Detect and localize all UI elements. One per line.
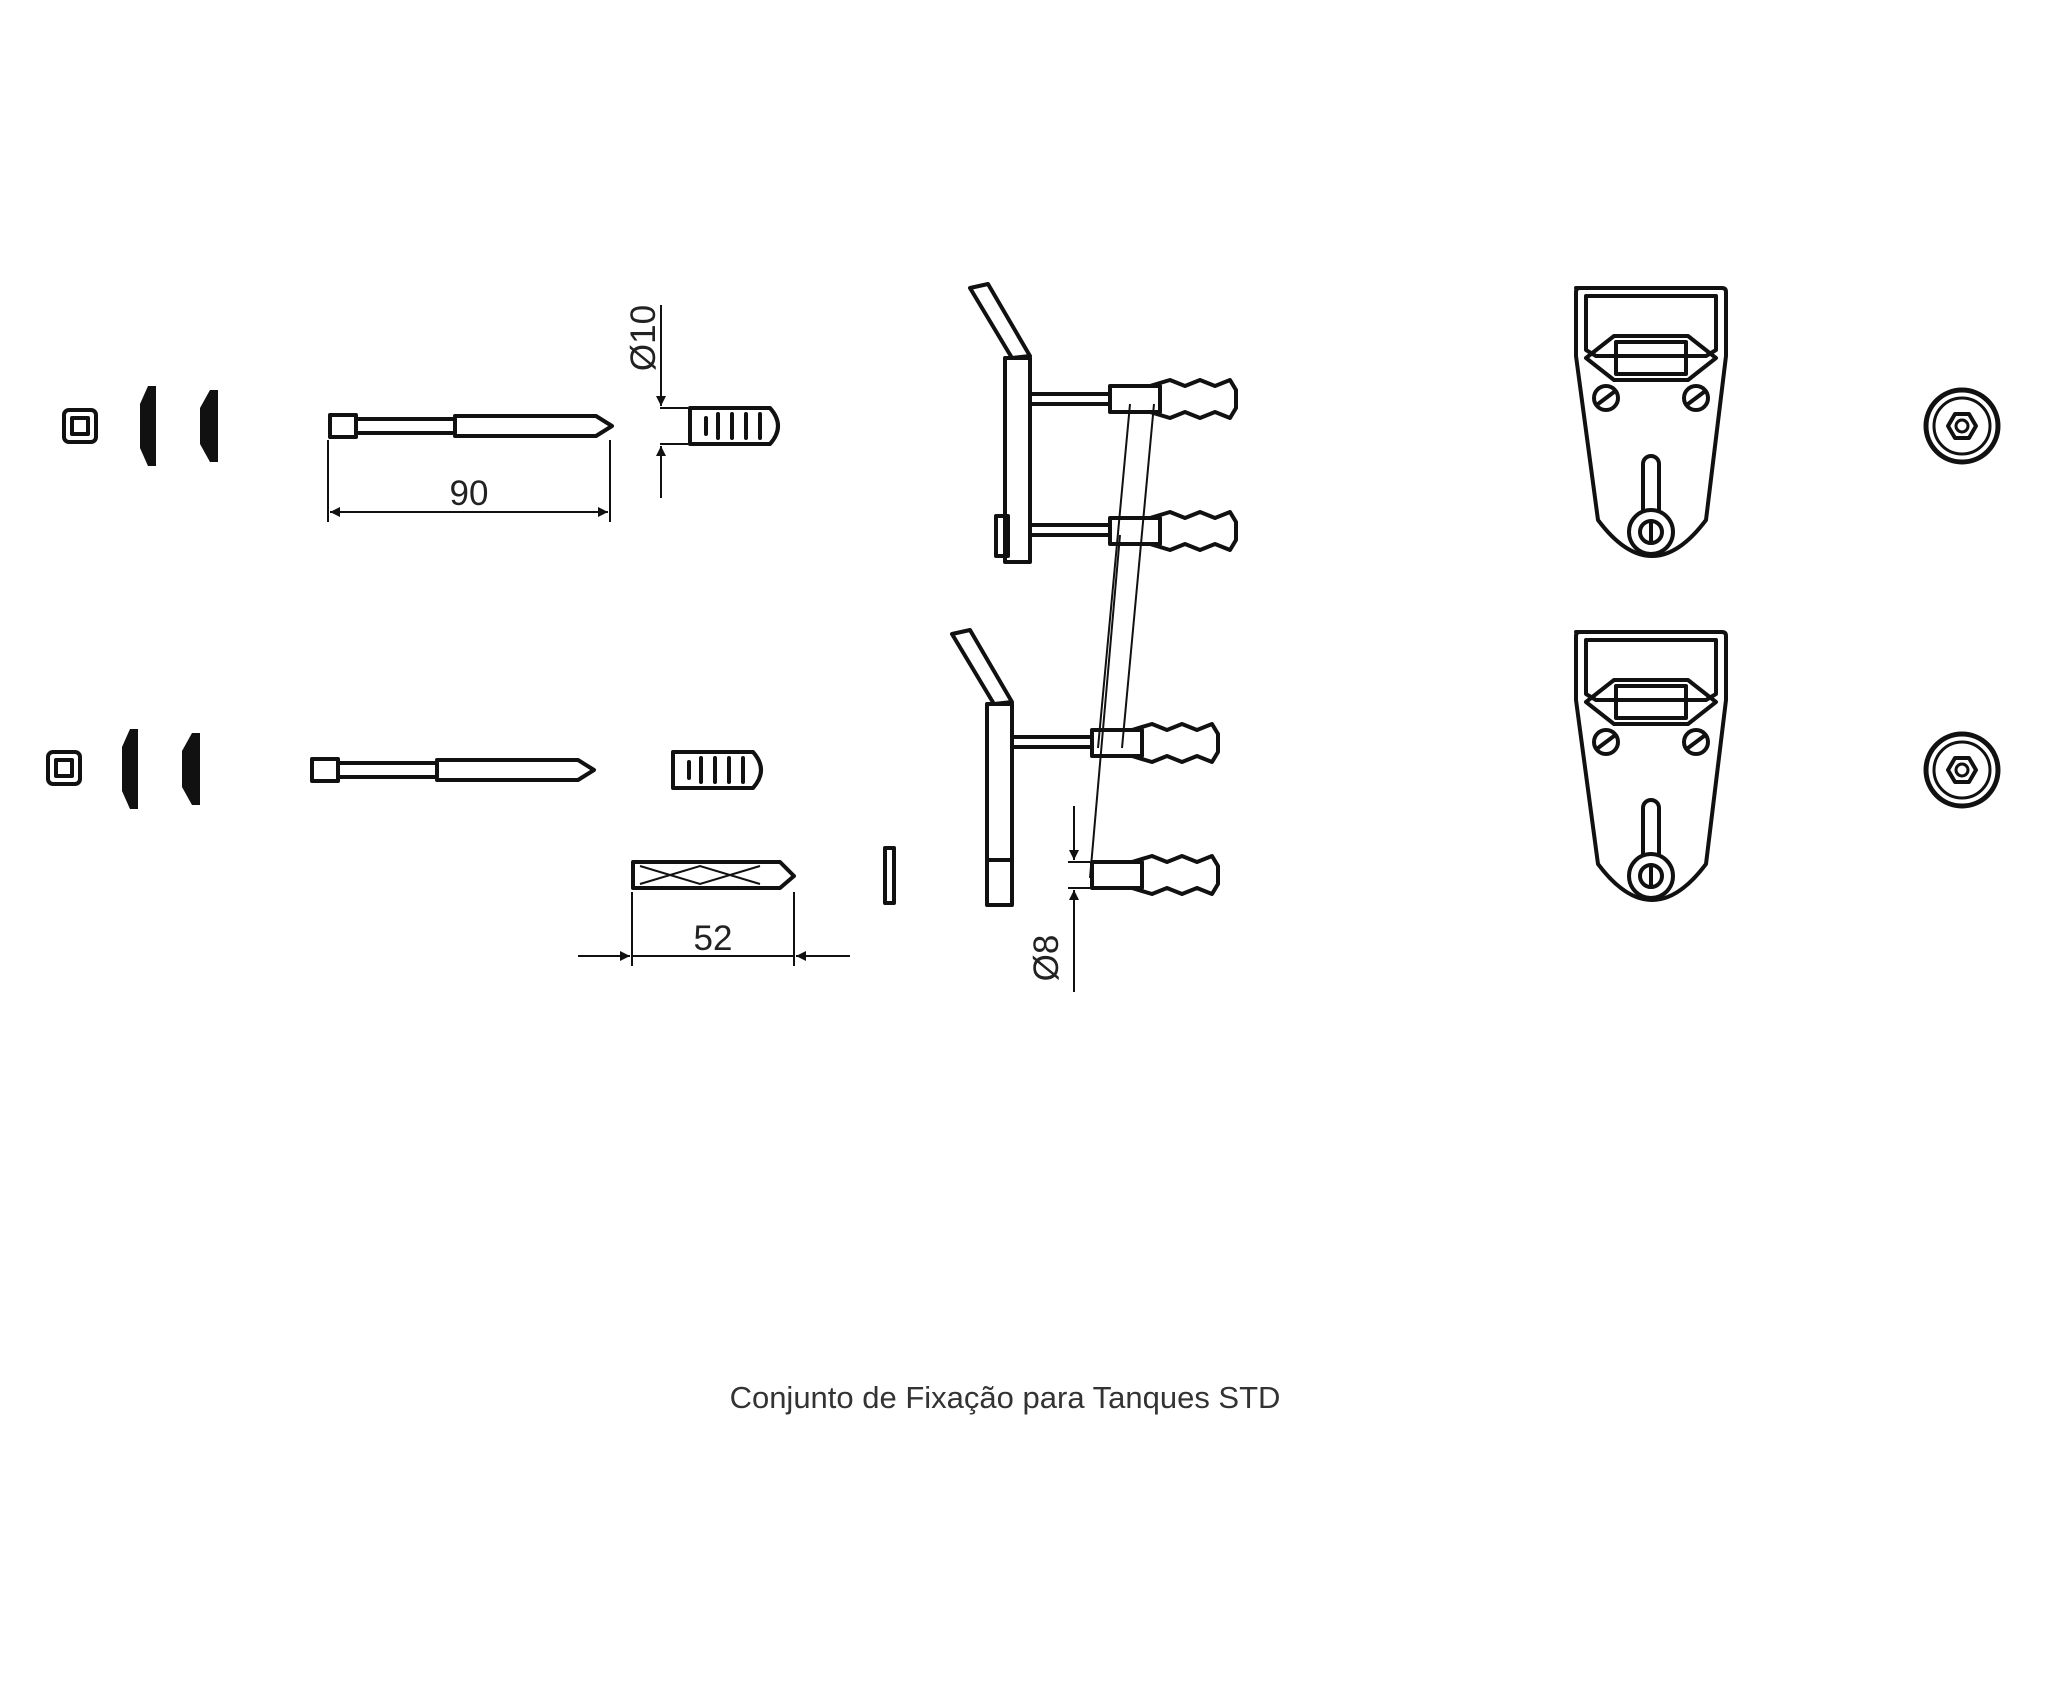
washer-flat-bottom — [182, 733, 200, 805]
dimension-label-diameter-10: Ø10 — [624, 304, 663, 372]
dimension-label-diameter-8: Ø8 — [1027, 934, 1066, 982]
assembly-leader-lines — [1090, 404, 1154, 878]
hex-cap-bottom — [1926, 734, 1998, 806]
washer-flat-top — [200, 390, 218, 462]
wall-plug-bottom — [673, 752, 761, 788]
nut-top — [64, 410, 96, 442]
bolt-bottom — [312, 759, 594, 781]
spacer-bar — [885, 848, 894, 903]
bracket-assembly-top — [970, 284, 1236, 562]
mounting-plate-top — [1576, 288, 1726, 556]
nut-bottom — [48, 752, 80, 784]
bracket-assembly-bottom — [952, 630, 1218, 905]
washer-convex-top — [140, 386, 156, 466]
pin-52 — [633, 862, 794, 888]
dimension-diameter-8 — [1068, 806, 1090, 992]
mounting-plate-bottom — [1576, 632, 1726, 900]
dimension-diameter-10 — [660, 305, 688, 498]
dimension-label-52: 52 — [693, 919, 733, 958]
wall-plug-top — [690, 408, 778, 444]
caption: Conjunto de Fixação para Tanques STD — [729, 1380, 1281, 1415]
dimension-label-90: 90 — [449, 474, 489, 513]
hex-cap-top — [1926, 390, 1998, 462]
washer-convex-bottom — [122, 729, 138, 809]
bolt-top — [330, 415, 612, 437]
